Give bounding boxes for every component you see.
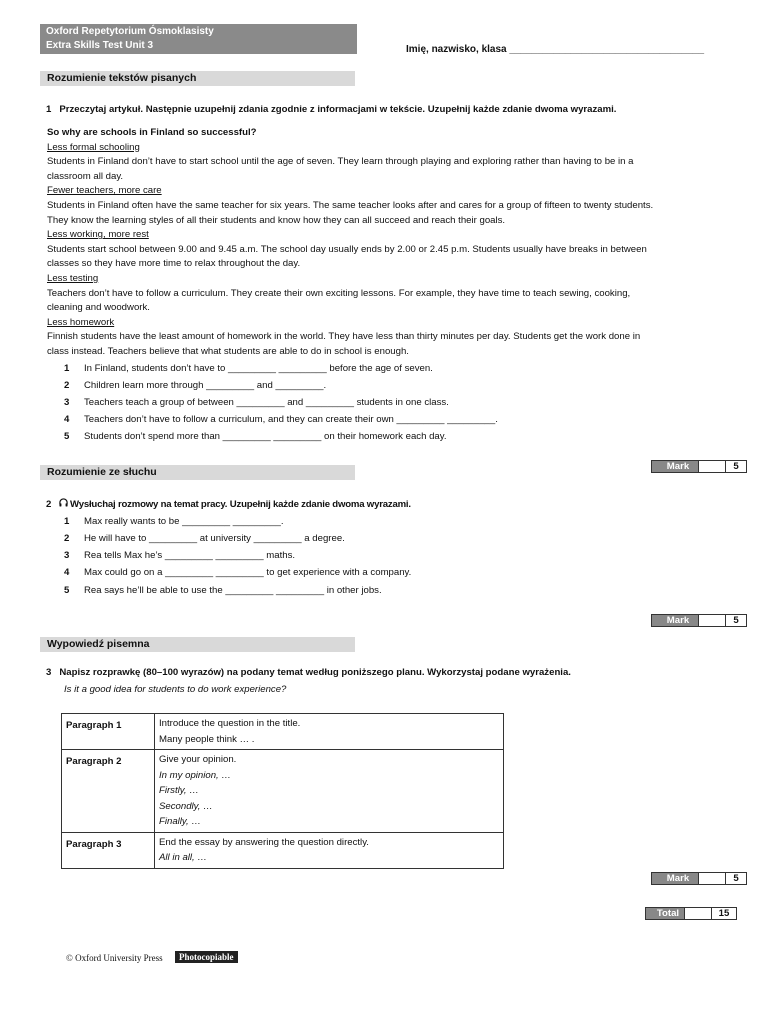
task1-item[interactable] — [64, 363, 433, 374]
article-line: Students start school between 9.00 and 9.45 a.m. The school day usually ends by 2.00 or 2.45 p.m. Students usually have breaks in between — [47, 243, 647, 255]
task1-instruction-text: Przeczytaj artykuł. Następnie uzupełnij zdania zgodnie z informacjami w tekście. Uzupełnij każde zdanie dwoma wyrazami. — [59, 104, 617, 115]
task3-instruction-text: Napisz rozprawkę (80–100 wyrazów) na podany temat według poniższego planu. Wykorzystaj podane wyrażenia. — [59, 667, 571, 678]
table-row — [62, 832, 504, 868]
task2-instruction-text: Wysłuchaj rozmowy na temat pracy. Uzupełnij każde zdanie dwoma wyrazami. — [70, 499, 411, 510]
item-number: 1 — [64, 516, 70, 527]
essay-topic: Is it a good idea for students to do work experience? — [64, 684, 287, 695]
plan-line: Introduce the question in the title. — [159, 718, 301, 729]
item-text: Max really wants to be _________ _________. — [84, 516, 284, 527]
task1-item[interactable] — [64, 431, 447, 442]
total-box — [645, 907, 737, 920]
item-text: Max could go on a _________ _________ to get experience with a company. — [84, 567, 412, 578]
header-box — [40, 24, 357, 54]
item-number: 4 — [64, 414, 70, 425]
header-test-title: Extra Skills Test Unit 3 — [46, 40, 154, 51]
task2-item[interactable] — [64, 533, 345, 544]
copyright: © Oxford University Press — [66, 953, 163, 963]
article-line: Students in Finland don’t have to start school until the age of seven. They learn through playing and exploring rather than having to be in a — [47, 156, 634, 168]
paragraph-content — [155, 750, 504, 833]
task1-item[interactable] — [64, 397, 449, 408]
paragraph-content — [155, 832, 504, 868]
mark-score-field[interactable] — [698, 873, 725, 884]
section-reading: Rozumienie tekstów pisanych — [40, 71, 355, 86]
article-line: Teachers don’t have to follow a curriculum. They create their own exciting lessons. For example, they have time to teach sewing, cooking, — [47, 287, 631, 299]
paragraph-label: Paragraph 3 — [62, 832, 155, 868]
item-text: Rea tells Max he’s _________ _________ maths. — [84, 550, 296, 561]
task2-item[interactable] — [64, 550, 295, 561]
total-label: Total — [646, 908, 684, 919]
item-number: 3 — [64, 397, 70, 408]
item-number: 2 — [64, 380, 70, 391]
section-writing: Wypowiedź pisemna — [40, 637, 355, 652]
section-listening: Rozumienie ze słuchu — [40, 465, 355, 480]
task1-item[interactable] — [64, 380, 326, 391]
photocopiable-badge: Photocopiable — [175, 951, 238, 963]
mark-score-field[interactable] — [698, 461, 725, 472]
article-heading: Fewer teachers, more care — [47, 185, 162, 197]
item-text: He will have to _________ at university _________ a degree. — [84, 533, 345, 544]
task1-item[interactable] — [64, 414, 498, 425]
article-heading: Less formal schooling — [47, 141, 140, 153]
article-heading: Less working, more rest — [47, 229, 149, 241]
mark-max: 5 — [725, 461, 746, 472]
task2-item[interactable] — [64, 567, 411, 578]
plan-phrase: Finally, … — [159, 816, 201, 827]
item-text: Students don’t spend more than _________ _________ on their homework each day. — [84, 431, 447, 442]
item-number: 5 — [64, 585, 70, 596]
item-number: 4 — [64, 567, 70, 578]
article — [47, 126, 727, 360]
mark-label: Mark — [652, 873, 698, 884]
headphones-icon — [59, 499, 70, 510]
task2-item[interactable] — [64, 585, 382, 596]
task2-number: 2 — [46, 499, 52, 510]
total-score-field[interactable] — [684, 908, 711, 919]
task1-number: 1 — [46, 104, 52, 115]
item-text: Teachers don’t have to follow a curriculum, and they can create their own _________ _________. — [84, 414, 498, 425]
item-text: Rea says he’ll be able to use the _________ _________ in other jobs. — [84, 585, 382, 596]
plan-phrase: Secondly, … — [159, 800, 213, 812]
item-number: 3 — [64, 550, 70, 561]
total-max: 15 — [711, 908, 736, 919]
paragraph-label: Paragraph 1 — [62, 714, 155, 750]
item-number: 5 — [64, 431, 70, 442]
mark-box-task1 — [651, 460, 747, 473]
table-row — [62, 714, 504, 750]
mark-max: 5 — [725, 873, 746, 884]
task1-instruction — [46, 104, 616, 115]
article-line: Students in Finland often have the same teacher for six years. The same teacher looks after and cares for a group of fifteen to twenty students. — [47, 199, 654, 211]
item-number: 1 — [64, 363, 70, 374]
article-line: They know the learning styles of all their students and know how they can all succeed and reach their goals. — [47, 214, 506, 226]
item-text: Teachers teach a group of between _________ and _________ students in one class. — [84, 397, 449, 408]
plan-phrase: Firstly, … — [159, 785, 199, 796]
plan-line: End the essay by answering the question directly. — [159, 836, 369, 848]
article-heading: Less testing — [47, 272, 99, 284]
task2-item[interactable] — [64, 516, 283, 527]
article-line: cleaning and woodwork. — [47, 302, 150, 314]
article-line: classes so they have more time to relax throughout the day. — [47, 258, 301, 270]
essay-plan-table — [61, 713, 504, 869]
mark-label: Mark — [652, 461, 698, 472]
paragraph-label: Paragraph 2 — [62, 750, 155, 833]
article-line: Finnish students have the least amount of homework in the world. They have less than thirty minutes per day. Students get the work done in — [47, 331, 641, 343]
paragraph-content — [155, 714, 504, 750]
name-field[interactable]: Imię, nazwisko, klasa ___________________________________ — [406, 44, 705, 55]
item-text: In Finland, students don’t have to _________ _________ before the age of seven. — [84, 363, 433, 374]
item-text: Children learn more through _________ and _________. — [84, 380, 327, 391]
task3-instruction — [46, 667, 571, 678]
article-line: classroom all day. — [47, 170, 124, 182]
item-number: 2 — [64, 533, 70, 544]
mark-max: 5 — [725, 615, 746, 626]
plan-phrase: In my opinion, … — [159, 769, 231, 781]
plan-line: Many people think … . — [159, 733, 255, 745]
mark-box-task2 — [651, 614, 747, 627]
task3-number: 3 — [46, 667, 52, 678]
header-series-title: Oxford Repetytorium Ósmoklasisty — [46, 26, 214, 37]
plan-line: Give your opinion. — [159, 754, 237, 765]
mark-score-field[interactable] — [698, 615, 725, 626]
plan-phrase: All in all, … — [159, 852, 207, 863]
task2-instruction — [46, 498, 411, 510]
mark-label: Mark — [652, 615, 698, 626]
article-heading: Less homework — [47, 316, 115, 328]
table-row — [62, 750, 504, 833]
article-line: class instead. Teachers believe that what students are able to do in school is enough. — [47, 345, 409, 357]
mark-box-task3 — [651, 872, 747, 885]
article-title: So why are schools in Finland so successful? — [47, 127, 257, 138]
